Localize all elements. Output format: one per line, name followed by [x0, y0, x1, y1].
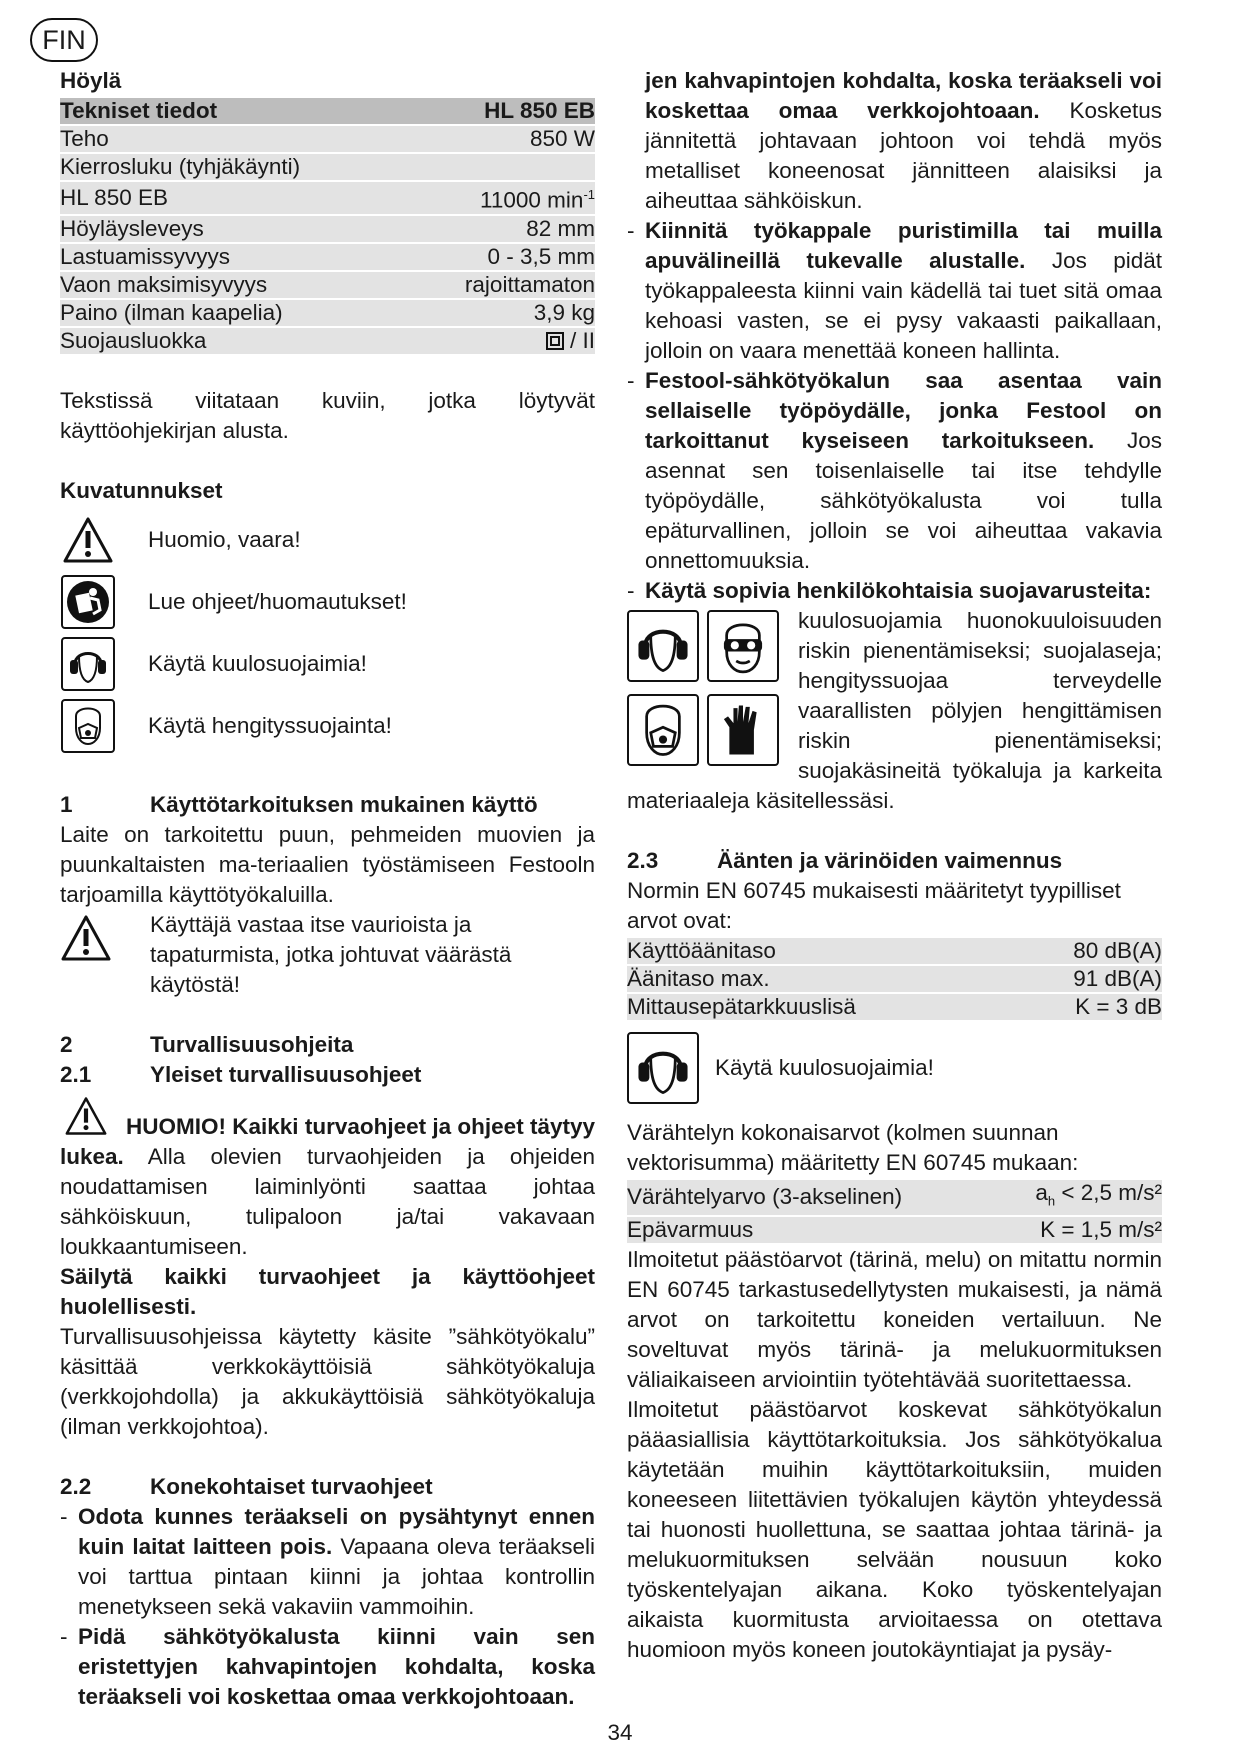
ear-protection-icon — [66, 642, 110, 686]
symbol-label: Käytä hengityssuojainta! — [148, 712, 392, 738]
bullet-bold-text: Kiinnitä työkappale puristimilla tai muilla apuvälineillä tukevalle alustalle. — [645, 218, 1162, 273]
spec-label: Höyläysleveys — [60, 216, 407, 242]
safety-bullet: - Odota kunnes teräakseli on pysähtynyt ennen kuin laitat laitteen pois. Vapaana oleva teräakseli voi tarttua pintaan kiinni ja johtaa kontrollin menetykseen sekä vakaviin vammoihin. — [60, 1503, 595, 1619]
safety-bullet: - Pidä sähkötyökalusta kiinni vain sen eristettyjen kahvapintojen kohdalta, koska teräakseli voi koskettaa omaa verkkojohtoaan. — [60, 1623, 595, 1709]
bullet-bold-text: Pidä sähkötyökalusta kiinni vain sen eristettyjen kahvapintojen kohdalta, koska teräakseli voi koskettaa omaa verkkojohtoaan. — [78, 1623, 595, 1709]
bullet-continuation — [645, 66, 1162, 216]
section-number: 2.3 — [627, 848, 659, 873]
bullet-text: Jos asennat sen toisenlaiselle tai itse tehdylle työpöydälle, sähkötyökalusta voi tulla epäturvallinen, jolloin se voi aiheuttaa vakavia onnettomuuksia. — [645, 428, 1162, 573]
ear-protection-icon — [633, 1038, 693, 1098]
spec-speed-exponent: -1 — [583, 187, 595, 202]
spec-value — [407, 328, 595, 354]
warning-icon — [60, 914, 112, 962]
symbol-row — [60, 636, 595, 692]
bullet-bold-text-cont: jen kahvapintojen kohdalta, koska teräakseli voi koskettaa omaa verkkojohtoaan. — [645, 68, 1162, 123]
spec-row — [60, 154, 595, 180]
spec-speed-value: 11000 min — [480, 187, 584, 213]
product-title: Höylä — [60, 68, 122, 93]
spec-row — [60, 126, 595, 152]
symbol-row — [60, 512, 595, 568]
gloves-icon — [713, 700, 773, 760]
section-1-text: Laite on tarkoitettu puun, pehmeiden muovien ja puunkaltaisten ma-teriaalien työstämiseen Festooln tarjoamilla käyttötyökaluilla. — [60, 821, 595, 907]
symbol-label: Käytä kuulosuojaimia! — [148, 650, 367, 676]
language-badge: FIN — [30, 18, 98, 62]
page-number: 34 — [607, 1720, 633, 1745]
spec-row — [60, 216, 595, 242]
section-title: Yleiset turvallisuusohjeet — [150, 1061, 422, 1087]
spec-value: rajoittamaton — [407, 272, 595, 298]
symbol-label: Huomio, vaara! — [148, 526, 301, 552]
section-number: 2.2 — [60, 1473, 92, 1499]
vibration-symbol: a — [1035, 1180, 1048, 1205]
section-number: 2 — [60, 1031, 73, 1057]
spec-label: Paino (ilman kaapelia) — [60, 300, 407, 326]
section-2-3-heading — [627, 846, 1162, 876]
ppe-block — [627, 606, 1162, 816]
intro-text: Tekstissä viitataan kuviin, jotka löytyvät käyttöohjekirjan alusta. — [60, 387, 595, 443]
spec-row — [60, 300, 595, 326]
ppe-text: kuulosuojamia huonokuuloisuuden riskin pienentämiseksi; suojalaseja; hengityssuojaa terveydelle vaarallisten pölyjen hengittämisen riskin pienentämiseksi; suojakäsineitä työkaluja ja karkeita materiaaleja käsitellessäsi. — [627, 608, 1162, 813]
spec-header-row — [60, 98, 595, 124]
noise-table — [627, 936, 1162, 1022]
warning-text: Alla olevien turvaohjeiden ja ohjeiden noudattamisen laiminlyönti saattaa johtaa sähköiskuun, tulipaloon ja/tai vakavaan loukkaantumiseen. — [60, 1143, 596, 1259]
warning-text: Käyttäjä vastaa itse vaurioista ja tapaturmista, jotka johtuvat väärästä käytöstä! — [150, 911, 512, 997]
vibration-intro: Värähtelyn kokonaisarvot (kolmen suunnan vektorisumma) määritetty EN 60745 mukaan: — [627, 1120, 1079, 1175]
bullet-text: Vapaana oleva teräakseli voi tarttua pintaan kiinni ja johtaa kontrollin menetykseen sekä vakaviin vammoihin. — [78, 1533, 595, 1619]
double-insulation-icon — [546, 332, 564, 350]
section-title: Käyttötarkoituksen mukainen käyttö — [150, 791, 538, 817]
ear-protection-label: Käytä kuulosuojaimia! — [715, 1055, 934, 1080]
spec-label: Vaon maksimisyvyys — [60, 272, 407, 298]
noise-intro: Normin EN 60745 mukaisesti määritetyt tyypilliset arvot ovat: — [627, 878, 1121, 933]
vibration-label: Värähtelyarvo (3-akselinen) — [627, 1180, 993, 1215]
vibration-value: K = 1,5 m/s² — [993, 1217, 1162, 1243]
warning-bold-text: HUOMIO! Kaikki turvaohjeet ja ohjeet täytyy lukea. — [60, 1113, 595, 1169]
spec-row — [60, 328, 595, 354]
spec-row — [60, 272, 595, 298]
keep-instructions: Säilytä kaikki turvaohjeet ja käyttöohjeet huolellisesti. — [60, 1263, 595, 1319]
safety-bullet: - Käytä sopivia henkilökohtaisia suojavarusteita: — [627, 576, 1162, 606]
section-title: Äänten ja värinöiden vaimennus — [717, 848, 1063, 873]
noise-row — [627, 966, 1162, 992]
vibration-row — [627, 1180, 1162, 1215]
bullet-bold-text: Käytä sopivia henkilökohtaisia suojavarusteita: — [645, 578, 1152, 603]
warning-icon — [62, 516, 114, 564]
section-2-2-heading — [60, 1472, 595, 1502]
respirator-icon — [66, 704, 110, 748]
noise-value: 80 dB(A) — [1012, 938, 1162, 964]
spec-value — [407, 154, 595, 180]
read-manual-icon — [66, 580, 110, 624]
spec-protection-class: / II — [569, 327, 595, 353]
spec-row — [60, 182, 595, 214]
emission-text-2: Ilmoitetut päästöarvot koskevat sähkötyökalun pääasiallisia käyttötarkoituksia. Jos sähkötyökalua käytetään muihin käyttötarkoituksiin, muiden koneeseen liitettävien työkalujen käytön yhteydessä tai huonosti huollettuna, se saattaa johtaa tärinä- ja melukuormituksen selvään nousuun koko työskentelyajan aikana. Koko työskentelyajan aikaista kuormitusta arvioitaessa on otettava huomioon myös koneen joutokäyntiajat ja pysäy- — [627, 1396, 1162, 1662]
noise-label: Äänitaso max. — [627, 966, 1012, 992]
vibration-subscript: h — [1047, 1193, 1056, 1209]
spec-header-label: Tekniset tiedot — [60, 98, 407, 124]
spec-row — [60, 244, 595, 270]
vibration-value — [993, 1180, 1162, 1215]
noise-label: Mittausepätarkkuuslisä — [627, 994, 1012, 1020]
spec-value — [407, 182, 595, 214]
ear-protection-row — [627, 1032, 1162, 1104]
bullet-bold-text: Festool-sähkötyökalun saa asentaa vain sellaiselle työpöydälle, jonka Festool on tarkoittanut kyseiseen tarkoitukseen. — [645, 368, 1162, 453]
section-1-warning — [60, 910, 595, 1000]
bullet-text: Jos pidät työkappaleesta kiinni vain kädellä tai tuet sitä omaa kehoasi vasten, se ei pysy vakaasti paikallaan, jolloin on vaara menettää koneen hallinta. — [645, 248, 1162, 363]
noise-label: Käyttöäänitaso — [627, 938, 1012, 964]
spec-value: 0 - 3,5 mm — [407, 244, 595, 270]
spec-label: HL 850 EB — [60, 182, 407, 214]
safety-glasses-icon — [713, 616, 773, 676]
spec-value: 3,9 kg — [407, 300, 595, 326]
noise-value: 91 dB(A) — [1012, 966, 1162, 992]
bullet-text: Kosketus jännitettä johtavaan johtoon voi tehdä myös metalliset koneenosat jännitteen alaisiksi ja aiheuttaa sähköiskun. — [645, 98, 1162, 213]
spec-label: Kierrosluku (tyhjäkäynti) — [60, 154, 407, 180]
left-column — [60, 66, 596, 1709]
section-2-1-warning — [60, 1096, 595, 1262]
safety-bullet: - Kiinnitä työkappale puristimilla tai muilla apuvälineillä tukevalle alustalle. Jos pidät työkappaleesta kiinni vain kädellä tai tuet sitä omaa kehoasi vasten, se ei pysy vakaasti paikallaan, jolloin on vaara menettää koneen hallinta. — [627, 218, 1162, 363]
spec-label: Teho — [60, 126, 407, 152]
vibration-table — [627, 1178, 1162, 1245]
power-tool-definition: Turvallisuusohjeissa käytetty käsite ”sähkötyökalu” käsittää verkkokäyttöisiä sähkötyökaluja (verkkojohdolla) ja akkukäyttöisiä sähkötyökaluja (ilman verkkojohtoa). — [60, 1323, 595, 1439]
section-number: 1 — [60, 791, 73, 817]
noise-row — [627, 994, 1162, 1020]
section-2-1-heading — [60, 1060, 595, 1090]
section-2-heading — [60, 1030, 595, 1060]
safety-bullet: - Festool-sähkötyökalun saa asentaa vain sellaiselle työpöydälle, jonka Festool on tarkoittanut kyseiseen tarkoitukseen. Jos asennat sen toisenlaiselle tai itse tehdylle työpöydälle, sähkötyökalusta voi tulla epäturvallinen, jolloin se voi aiheuttaa vakavia onnettomuuksia. — [627, 368, 1162, 573]
emission-text-1: Ilmoitetut päästöarvot (tärinä, melu) on mitattu normin EN 60745 tarkastusedellytysten mukaisesti, ja nämä arvot on tarkoitettu koneiden vertailuun. Ne soveltuvat myös tärinä- ja melukuormituksen väliaikaiseen arviointiin työtehtävää suoritettaessa. — [627, 1246, 1162, 1392]
noise-value: K = 3 dB — [1012, 994, 1162, 1020]
spec-header-model: HL 850 EB — [407, 98, 595, 124]
symbol-row — [60, 698, 595, 754]
right-column — [627, 66, 1162, 1665]
vibration-label: Epävarmuus — [627, 1217, 993, 1243]
ear-protection-icon — [633, 616, 693, 676]
vibration-row — [627, 1217, 1162, 1243]
spec-table — [60, 96, 595, 356]
warning-icon — [60, 1096, 112, 1136]
symbols-title: Kuvatunnukset — [60, 477, 223, 503]
vibration-amount: < 2,5 m/s² — [1061, 1180, 1162, 1205]
respirator-icon — [633, 700, 693, 760]
spec-value: 82 mm — [407, 216, 595, 242]
spec-value: 850 W — [407, 126, 595, 152]
symbol-row — [60, 574, 595, 630]
noise-row — [627, 938, 1162, 964]
bullet-bold-text: Odota kunnes teräakseli on pysähtynyt ennen kuin laitat laitteen pois. — [78, 1503, 595, 1559]
section-1-heading — [60, 790, 595, 820]
spec-label: Lastuamissyvyys — [60, 244, 407, 270]
section-title: Turvallisuusohjeita — [150, 1031, 354, 1057]
section-number: 2.1 — [60, 1061, 92, 1087]
symbol-label: Lue ohjeet/huomautukset! — [148, 588, 407, 614]
section-title: Konekohtaiset turvaohjeet — [150, 1473, 433, 1499]
ppe-icon-grid — [627, 610, 782, 770]
spec-label: Suojausluokka — [60, 328, 407, 354]
